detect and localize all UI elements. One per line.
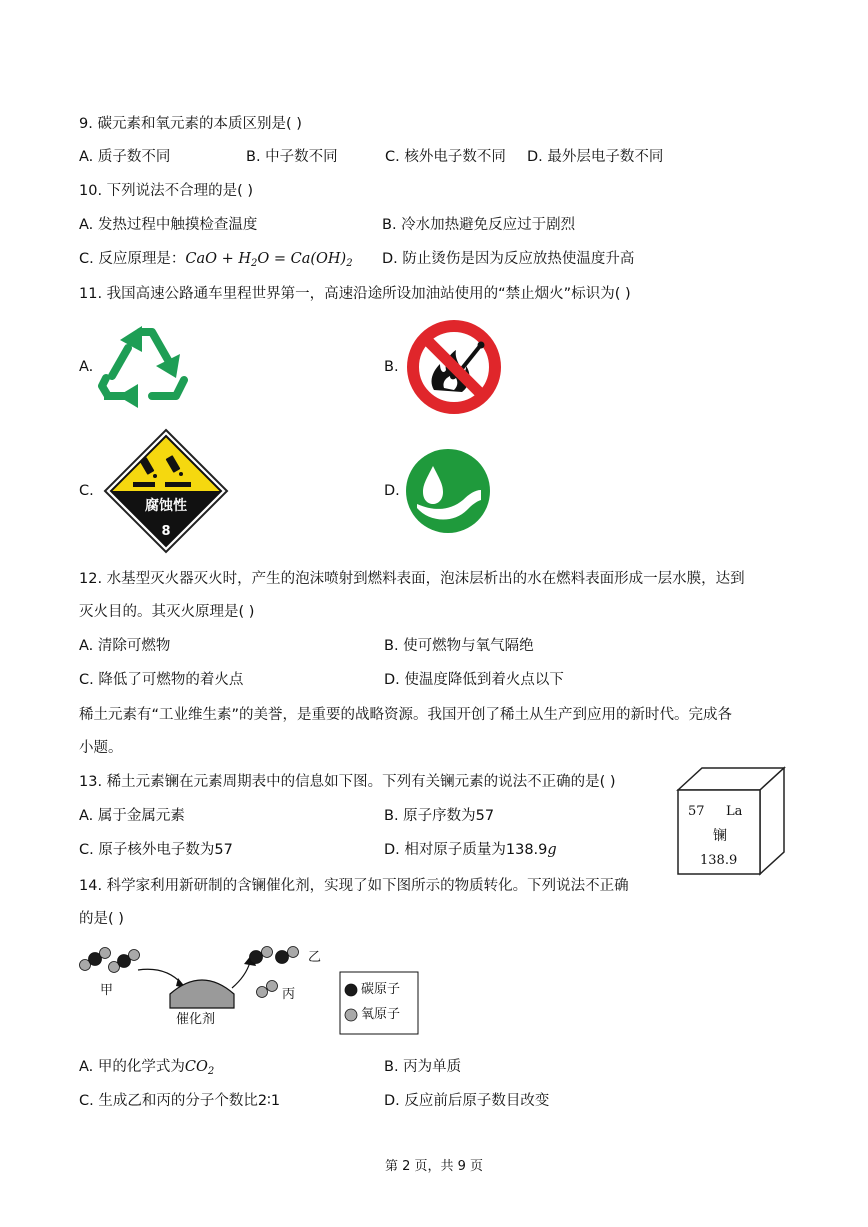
page-footer: 第 2 页，共 9 页 [384,1159,484,1174]
q10-formula-part1: CaO + H [185,251,251,267]
label-bing: 丙 [282,987,296,1002]
intro-line2: 小题。 [79,740,123,756]
q11-stem: 11. 我国高速公路通车里程世界第一，高速沿途所设加油站使用的“禁止烟火”标识为( ) [79,286,631,302]
q13-option-c: C. 原子核外电子数为57 [79,842,233,858]
q10-option-c-prefix: C. 反应原理是： [79,251,186,267]
q10-option-c [79,249,353,274]
no-fire-sign-icon [404,318,504,416]
q14-stem-line2: 的是( ) [79,911,124,927]
q11-label-b: B. [384,359,399,375]
q12-stem-line2: 灭火目的。其灭火原理是( ) [79,604,255,620]
q10-formula-sub1: 2 [250,258,258,269]
q12-option-b: B. 使可燃物与氧气隔绝 [384,638,534,654]
corrosive-sign-class-number: 8 [161,524,171,539]
q13-option-b: B. 原子序数为57 [384,808,495,824]
q12-stem-line1: 12. 水基型灭火器灭火时，产生的泡沫喷射到燃料表面，泡沫层析出的水在燃料表面形成一层水膜，达到 [79,571,745,587]
q14-option-a-text: A. 甲的化学式为 [79,1059,185,1075]
q10-formula-part2: O = Ca(OH) [257,251,347,267]
q9-option-d: D. 最外层电子数不同 [527,149,664,165]
label-jia: 甲 [100,983,114,998]
q13-option-d-unit: g [547,842,557,858]
element-atomic-mass: 138.9 [700,853,738,868]
intro-line1: 稀土元素有“工业维生素”的美誉，是重要的战略资源。我国开创了稀土从生产到应用的新时代。完成各 [79,707,733,723]
q14-option-b: B. 丙为单质 [384,1059,462,1075]
q9-option-a: A. 质子数不同 [79,149,171,165]
q13-stem: 13. 稀土元素镧在元素周期表中的信息如下图。下列有关镧元素的说法不正确的是( ) [79,774,616,790]
legend-oxygen-label: 氧原子 [361,1007,401,1022]
water-saving-icon [405,448,491,534]
q12-option-c: C. 降低了可燃物的着火点 [79,672,244,688]
q10-option-a: A. 发热过程中触摸检查温度 [79,217,258,233]
q13-option-d-text: D. 相对原子质量为138.9 [384,842,548,858]
q9-option-b: B. 中子数不同 [246,149,338,165]
recycle-icon [98,322,194,410]
element-name: 镧 [713,828,727,844]
q14-option-a [79,1057,214,1082]
q14-option-d: D. 反应前后原子数目改变 [384,1093,550,1109]
legend-carbon-label: 碳原子 [361,982,401,997]
q12-option-a: A. 清除可燃物 [79,638,171,654]
q13-option-a: A. 属于金属元素 [79,808,185,824]
element-symbol: La [726,804,743,819]
label-yi: 乙 [308,950,322,965]
q10-formula-sub2: 2 [346,258,353,269]
q9-stem: 9. 碳元素和氧元素的本质区别是( ) [79,116,302,132]
label-catalyst: 催化剂 [176,1012,216,1027]
q10-option-d: D. 防止烫伤是因为反应放热使温度升高 [382,251,635,267]
q9-option-c: C. 核外电子数不同 [385,149,506,165]
corrosive-sign-label: 腐蚀性 [145,498,187,514]
q10-stem: 10. 下列说法不合理的是( ) [79,183,254,199]
q14-formula-part1: CO [184,1059,208,1075]
q11-label-d: D. [384,483,400,499]
q11-label-a: A. [79,359,94,375]
q12-option-d: D. 使温度降低到着火点以下 [384,672,564,688]
q11-label-c: C. [79,483,94,499]
q10-option-b: B. 冷水加热避免反应过于剧烈 [382,217,576,233]
element-atomic-number: 57 [688,804,705,819]
q14-option-c: C. 生成乙和丙的分子个数比2∶1 [79,1093,281,1109]
q14-formula-sub1: 2 [207,1066,215,1077]
q14-stem-line1: 14. 科学家利用新研制的含镧催化剂，实现了如下图所示的物质转化。下列说法不正确 [79,878,629,894]
q13-option-d [384,840,557,860]
